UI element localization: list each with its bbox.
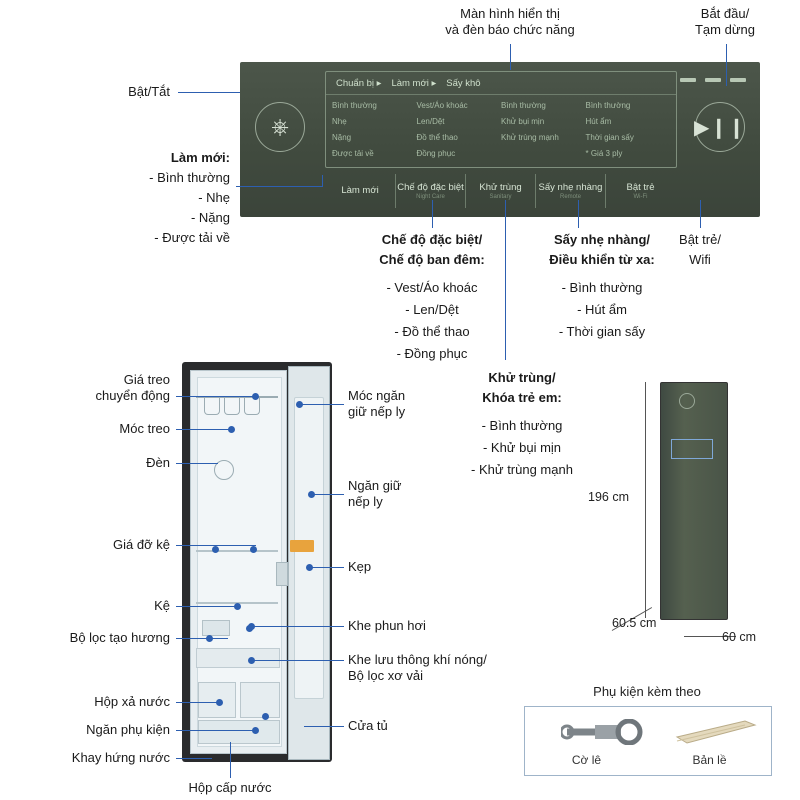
leader-shelf	[176, 606, 238, 607]
status-indicator-lights	[680, 78, 746, 82]
leader-accessory-compartment	[176, 730, 256, 731]
callout-sanitary-title-1: Khử trùng/	[488, 370, 556, 385]
callout-display-line2: và đèn báo chức năng	[445, 22, 575, 38]
anchor-dot	[296, 401, 303, 408]
leader-refresh	[236, 186, 322, 187]
part-label-line1: Giá treo	[123, 372, 170, 387]
display-option: Đồng phục	[416, 149, 456, 158]
part-label-line2: nếp ly	[348, 494, 383, 510]
callout-refresh-item: - Được tải về	[154, 230, 230, 245]
mode-button-child-wifi[interactable]	[605, 174, 675, 208]
accessories-title: Phụ kiện kèm theo	[593, 684, 701, 699]
callout-sanitary-item: - Khử trùng mạnh	[471, 462, 573, 477]
accessory-compartment	[240, 682, 280, 718]
display-option: Khử bụi mịn	[501, 117, 545, 126]
part-label-line1: Móc ngăn	[348, 388, 406, 403]
display-phase-row	[326, 72, 676, 95]
mode-button-refresh[interactable]	[325, 174, 395, 208]
leader-crease-pocket	[312, 494, 344, 495]
callout-start-pause	[670, 6, 780, 39]
phase-dry: Sấy khô	[446, 77, 481, 89]
control-panel	[240, 62, 760, 217]
hot-air-vent	[196, 648, 280, 668]
mode-label: Chế độ đặc biệt	[397, 182, 464, 193]
callout-child-line1: Bật trẻ/	[679, 232, 721, 247]
hanger-icon	[204, 398, 220, 415]
display-option: Bình thường	[332, 101, 377, 110]
anchor-dot	[206, 635, 213, 642]
part-label-moving-hanger	[30, 372, 170, 405]
part-label-line2: chuyển động	[95, 388, 170, 404]
accessory-name: Cờ lê	[571, 753, 602, 767]
warning-sticker	[290, 540, 314, 552]
mode-button-gentle-dry[interactable]	[535, 174, 605, 208]
callout-special-title-2: Chế độ ban đêm:	[379, 252, 485, 267]
part-label-line1: Khe lưu thông khí nóng/	[348, 652, 487, 667]
part-label-crease-pocket	[348, 478, 508, 511]
display-option: Bình thường	[585, 101, 631, 110]
leader-start-pause	[726, 44, 727, 86]
part-label-crease-hook	[348, 388, 508, 421]
display-option: Đồ thể thao	[416, 133, 458, 142]
display-option: Bình thường	[501, 101, 546, 110]
mode-sublabel: Night Care	[416, 194, 445, 200]
hanger-icon	[224, 398, 240, 415]
leader-fragrance-filter	[176, 638, 228, 639]
callout-refresh-title: Làm mới:	[170, 150, 230, 165]
phase-refresh: Làm mới ▸	[391, 77, 437, 89]
callout-special-item: - Đồ thể thao	[394, 324, 470, 339]
part-label-air-vent-lint-filter	[348, 652, 568, 685]
display-option: Vest/Áo khoác	[416, 101, 468, 110]
leader-moving-hanger	[176, 396, 256, 397]
callout-gentle-item: - Thời gian sấy	[558, 324, 646, 339]
indicator-light	[680, 78, 696, 82]
anchor-dot	[216, 699, 223, 706]
mode-button-special[interactable]	[395, 174, 465, 208]
indicator-light	[730, 78, 746, 82]
power-button[interactable]	[255, 102, 305, 152]
part-label-shelf: Kệ	[154, 598, 170, 613]
display-option: Nặng	[332, 133, 352, 142]
display-screen	[325, 71, 677, 168]
display-option: Nhẹ	[332, 117, 347, 126]
brand-logo-icon	[679, 393, 695, 409]
shelf-support	[196, 550, 278, 552]
accessory-name: Bản lề	[692, 753, 727, 767]
leader-crease-hook	[300, 404, 344, 405]
anchor-dot	[250, 546, 257, 553]
leader-air-vent	[252, 660, 344, 661]
callout-child-line2: Wifi	[689, 252, 711, 267]
accessories-box	[524, 706, 772, 776]
phase-prepare: Chuẩn bị ▸	[336, 77, 382, 89]
part-label-steam-nozzle: Khe phun hơi	[348, 618, 426, 633]
display-option: Thời gian sấy	[585, 133, 634, 142]
leader-steam-nozzle	[252, 626, 344, 627]
leader-door	[304, 726, 344, 727]
leader-gentle	[578, 200, 579, 228]
leader-water-supply-box	[230, 742, 231, 778]
callout-gentle-item: - Bình thường	[561, 280, 643, 295]
leader-clip	[310, 567, 344, 568]
play-pause-icon: ▶❙❙	[694, 116, 746, 139]
anchor-dot	[306, 564, 313, 571]
dim-width-label: 60 cm	[722, 630, 757, 644]
part-label-door: Cửa tủ	[348, 718, 388, 733]
mode-sublabel: Wi-Fi	[633, 194, 648, 200]
display-option: Được tải về	[332, 149, 374, 158]
leader-refresh-v	[322, 175, 323, 187]
part-label-water-supply-box: Hộp cấp nước	[188, 780, 272, 795]
leader-power	[178, 92, 240, 93]
anchor-dot	[228, 426, 235, 433]
part-label-fragrance-filter: Bộ lọc tạo hương	[69, 630, 170, 645]
display-option: * Giá 3 ply	[585, 149, 623, 158]
callout-refresh-item: - Nặng	[190, 210, 230, 225]
part-label-shelf-support: Giá đỡ kệ	[113, 537, 170, 552]
display-option	[501, 148, 586, 160]
callout-display-line1: Màn hình hiển thị	[460, 6, 560, 21]
callout-gentle-title-1: Sấy nhẹ nhàng/	[553, 232, 651, 247]
dim-height-line	[645, 382, 646, 618]
leader-lamp	[176, 463, 218, 464]
callout-sanitary-title-2: Khóa trẻ em:	[482, 390, 562, 405]
leader-hanger	[176, 429, 232, 430]
anchor-dot	[262, 713, 269, 720]
part-label-line1: Ngăn giữ	[348, 478, 402, 493]
callout-refresh-item: - Bình thường	[149, 170, 230, 185]
callout-special-title-1: Chế độ đặc biệt/	[381, 232, 483, 247]
mode-label: Làm mới	[341, 185, 379, 196]
callout-special-item: - Đồng phục	[396, 346, 468, 361]
dim-depth-label: 60.5 cm	[612, 616, 657, 630]
anchor-dot	[234, 603, 241, 610]
display-option-grid	[326, 96, 676, 160]
callout-sanitary-item: - Bình thường	[481, 418, 563, 433]
clip	[276, 562, 288, 586]
dim-height-label: 196 cm	[588, 490, 629, 504]
part-label-hanger: Móc treo	[119, 421, 170, 436]
anchor-dot	[248, 657, 255, 664]
hanger-icon	[244, 398, 260, 415]
callout-power: Bật/Tắt	[128, 84, 170, 99]
control-panel-highlight	[671, 439, 713, 459]
part-label-line2: giữ nếp ly	[348, 404, 406, 420]
anchor-dot	[252, 727, 259, 734]
fragrance-filter	[202, 620, 230, 636]
anchor-dot	[248, 623, 255, 630]
start-pause-button[interactable]	[695, 102, 745, 152]
callout-start-line1: Bắt đầu/	[700, 6, 750, 21]
hinge-icon	[675, 717, 757, 747]
anchor-dot	[212, 546, 219, 553]
water-drip-tray	[198, 720, 280, 744]
anchor-dot	[308, 491, 315, 498]
part-label-clip: Kẹp	[348, 559, 372, 574]
styler-closed-illustration	[660, 382, 728, 620]
part-label-accessory-compartment: Ngăn phụ kiện	[86, 722, 170, 737]
display-option: Khử trùng mạnh	[501, 133, 559, 142]
part-label-lamp: Đèn	[146, 455, 170, 470]
display-option: Hút ẩm	[585, 117, 612, 126]
callout-special-item: - Vest/Áo khoác	[386, 280, 478, 295]
leader-sanitary	[505, 200, 506, 360]
leader-child	[700, 200, 701, 228]
callout-start-line2: Tạm dừng	[694, 22, 755, 38]
leader-display	[510, 44, 511, 70]
leader-drip-tray	[176, 758, 212, 759]
callout-gentle-title-2: Điều khiển từ xa:	[549, 252, 655, 267]
leader-special	[432, 200, 433, 228]
mode-label: Sấy nhẹ nhàng	[538, 182, 603, 193]
mode-label: Khử trùng	[479, 182, 522, 193]
mode-button-sanitary[interactable]	[465, 174, 535, 208]
mode-label: Bật trẻ	[626, 182, 655, 193]
wrench-icon	[561, 719, 647, 745]
leader-drain-box	[176, 702, 220, 703]
callout-display	[380, 6, 640, 39]
mode-sublabel: Remote	[559, 194, 581, 200]
callout-refresh-item: - Nhẹ	[198, 190, 230, 205]
part-label-drip-tray: Khay hứng nước	[71, 750, 170, 765]
callout-special-item: - Len/Dệt	[405, 302, 459, 317]
mode-button-row	[325, 174, 675, 208]
part-label-line2: Bộ lọc xơ vải	[348, 668, 423, 684]
callout-gentle-item: - Hút ẩm	[577, 302, 627, 317]
part-label-drain-box: Hộp xả nước	[94, 694, 170, 709]
cabinet-door	[288, 366, 330, 760]
display-option: Len/Dệt	[416, 117, 445, 126]
power-icon: ⎈	[271, 114, 289, 139]
mode-sublabel: Sanitary	[489, 194, 512, 200]
indicator-light	[705, 78, 721, 82]
anchor-dot	[252, 393, 259, 400]
callout-sanitary-item: - Khử bụi mịn	[482, 440, 562, 455]
